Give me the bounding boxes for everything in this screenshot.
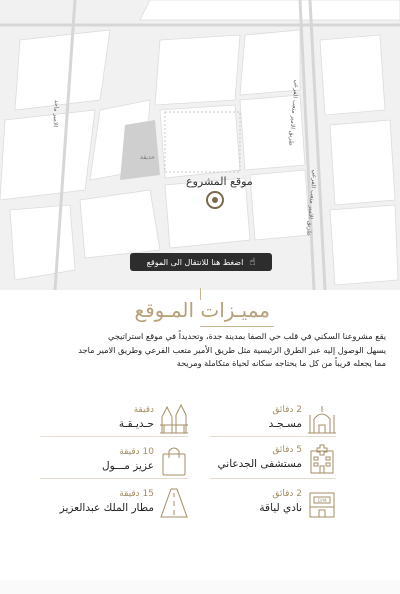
- description-line: مما يجعله قريباً من كل ما يحتاجه سكانه لحياة متكاملة ومريحة: [176, 358, 386, 368]
- park-icon: [160, 403, 188, 435]
- feature-time: 2 دقائق: [272, 405, 302, 415]
- feature-name: عزيز مـــول: [101, 460, 154, 472]
- mosque-icon: [308, 403, 336, 435]
- location-description: [6, 330, 386, 371]
- location-map[interactable]: [0, 0, 400, 290]
- feature-name: مسـجـد: [268, 418, 302, 430]
- feature-name: مستشفى الجدعاني: [217, 458, 302, 470]
- go-to-location-label: اضغط هنا للانتقال الى الموقع: [146, 257, 244, 267]
- project-location-label: موقع المشروع: [186, 175, 253, 188]
- section-title: مميـزات المـوقع: [134, 298, 270, 322]
- feature-mall: [60, 445, 188, 485]
- feature-park: [60, 403, 188, 443]
- feature-time: 15 دقيقة: [119, 489, 154, 499]
- title-underline: [200, 326, 274, 327]
- bottom-bar: [0, 580, 400, 594]
- feature-airport: [40, 487, 188, 527]
- road-label-right-2: طريق الامير متعب الفرعي: [305, 169, 318, 236]
- feature-mosque: [210, 403, 336, 443]
- hand-pointer-icon: ☝: [249, 256, 256, 268]
- row-divider: [40, 436, 188, 437]
- hospital-icon: [308, 443, 336, 475]
- description-line: يسهل الوصول إليه عبر الطرق الرئيسية مثل طريق الأمير متعب الفرعي وطريق الامير ماجد: [78, 344, 386, 355]
- feature-time: 2 دقائق: [272, 489, 302, 499]
- map-drawing: [0, 0, 400, 290]
- description-line: يقع مشروعنا السكني في قلب حي الصفا بمدينة جدة، وتحديداً في موقع استراتيجي: [108, 331, 386, 341]
- airport-road-icon: [160, 487, 188, 519]
- feature-hospital: [210, 443, 336, 483]
- row-divider: [40, 478, 188, 479]
- feature-name: مطار الملك عبدالعزيز: [59, 502, 154, 514]
- svg-text:GYM: GYM: [317, 498, 327, 503]
- feature-name: حـديـقـة: [118, 418, 154, 430]
- gym-icon: [308, 487, 336, 519]
- feature-time: 5 دقائق: [272, 445, 302, 455]
- park-label: حديقة: [140, 154, 155, 161]
- feature-gym: [210, 487, 336, 527]
- row-divider: [210, 436, 336, 437]
- feature-time: 10 دقيقة: [119, 447, 154, 457]
- go-to-location-button[interactable]: [130, 253, 272, 271]
- row-divider: [210, 478, 336, 479]
- road-label-right-1: طريق الامير متعب الفرعي: [287, 79, 300, 146]
- location-pin-icon[interactable]: [206, 191, 224, 209]
- shopping-bag-icon: [160, 445, 188, 477]
- road-label-left: الامير ماجد: [51, 99, 60, 128]
- feature-time: دقيقة: [133, 405, 154, 415]
- feature-name: نادي لياقة: [259, 502, 302, 514]
